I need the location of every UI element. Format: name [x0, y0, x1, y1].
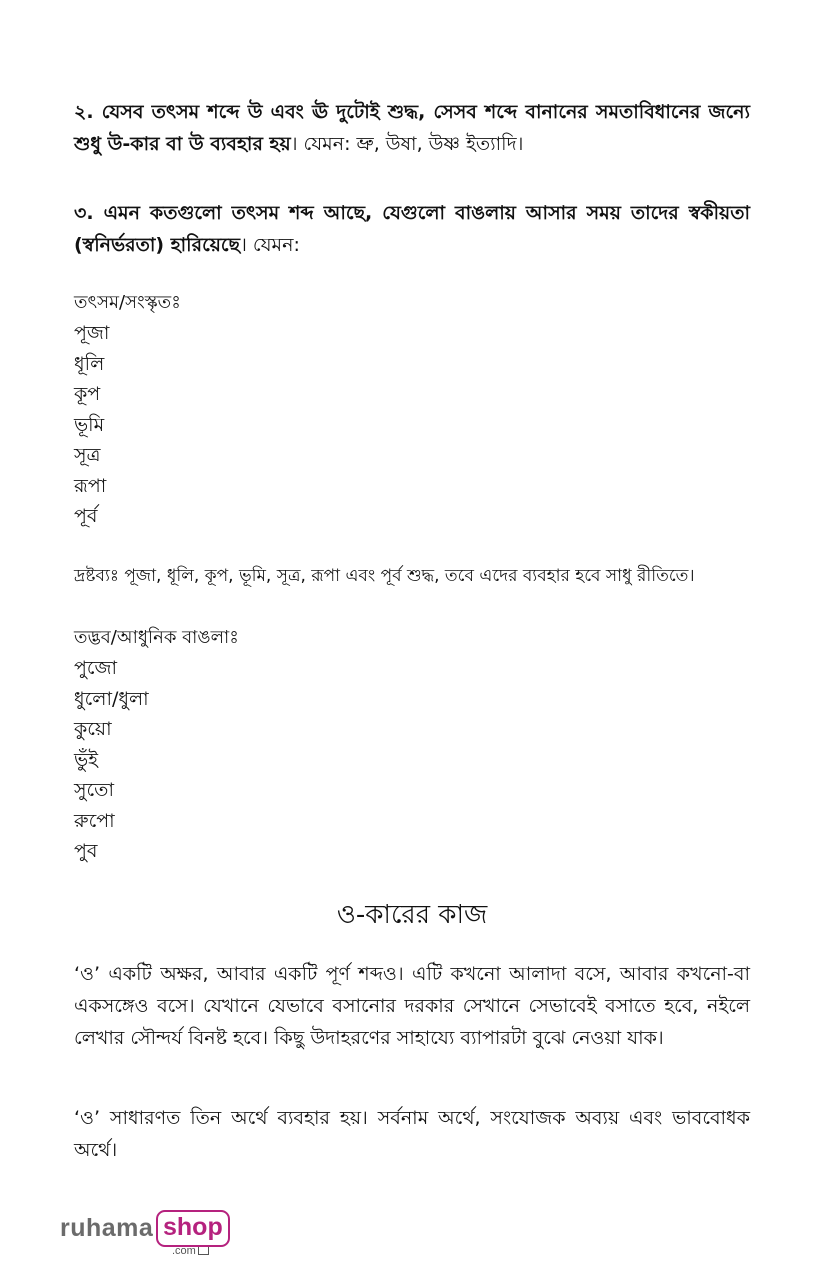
tadbhava-word: ভুঁই: [74, 748, 99, 771]
tadbhava-word: পুব: [74, 840, 98, 862]
tadbhava-word: রুপো: [74, 809, 115, 832]
section-title: ও-কারের কাজ: [336, 900, 488, 930]
note-paragraph: দ্রষ্টব্যঃ পূজা, ধূলি, কূপ, ভূমি, সূত্র, রূপা এবং পূর্ব শুদ্ধ, তবে এদের ব্যবহার হবে সাধু রীতিতে।: [74, 566, 695, 586]
ruhamashop-logo: [60, 1208, 230, 1258]
tadbhava-word-list: [74, 653, 149, 867]
tadbhava-word: সুতো: [74, 779, 114, 801]
rule-2-paragraph: [74, 96, 750, 160]
rule-3-paragraph: [74, 197, 750, 261]
logo-domain-text: .com: [172, 1245, 196, 1257]
logo-brand-text: ruhama: [60, 1214, 154, 1242]
tadbhava-heading: তদ্ভব/আধুনিক বাঙলাঃ: [74, 627, 239, 648]
tatsama-word-list: [74, 318, 109, 532]
logo-shop-badge: shop: [156, 1210, 230, 1247]
section-paragraph-1: ‘ও’ একটি অক্ষর, আবার একটি পূর্ণ শব্দও। এটি কখনো আলাদা বসে, আবার কখনো-বা একসঙ্গেও বসে। যেখানে যেভাবে বসানোর দরকার সেখানে সেভাবেই বসাতে হবে, নইলে লেখার সৌন্দর্য বিনষ্ট হবে। কিছু উদাহরণের সাহায্যে ব্যাপারটা বুঝে নেওয়া যাক।: [74, 963, 750, 1049]
cart-icon: [198, 1247, 209, 1255]
logo-domain: [172, 1245, 209, 1257]
tatsama-word: রূপা: [74, 474, 107, 497]
tatsama-word: পূর্ব: [74, 505, 98, 527]
tatsama-word: ধূলি: [74, 352, 105, 375]
tadbhava-word: ধুলো/ধুলা: [74, 687, 149, 710]
rule-3-bold: ৩. এমন কতগুলো তৎসম শব্দ আছে, যেগুলো বাঙলায় আসার সময় তাদের স্বকীয়তা (স্বনির্ভরতা) হারিয়েছে: [74, 202, 750, 256]
tatsama-heading: তৎসম/সংস্কৃতঃ: [74, 292, 181, 313]
tatsama-word: কূপ: [74, 383, 101, 405]
tatsama-word: সূত্র: [74, 444, 101, 466]
tadbhava-word: কুয়ো: [74, 718, 112, 740]
section-paragraph-2: ‘ও’ সাধারণত তিন অর্থে ব্যবহার হয়। সর্বনাম অর্থে, সংযোজক অব্যয় এবং ভাববোধক অর্থে।: [74, 1107, 750, 1161]
tatsama-word: পূজা: [74, 322, 110, 344]
rule-2-bold: ২. যেসব তৎসম শব্দে উ এবং ঊ দুটোই শুদ্ধ, সেসব শব্দে বানানের সমতাবিধানের জন্যে শুধু উ-কার বা উ ব্যবহার হয়: [74, 101, 750, 155]
tadbhava-word: পুজো: [74, 657, 118, 679]
tatsama-word: ভূমি: [74, 413, 105, 436]
rule-3-plain: । যেমন:: [240, 234, 300, 256]
rule-2-plain: । যেমন: ভ্রু, উষা, উষ্ণ ইত্যাদি।: [290, 133, 524, 155]
